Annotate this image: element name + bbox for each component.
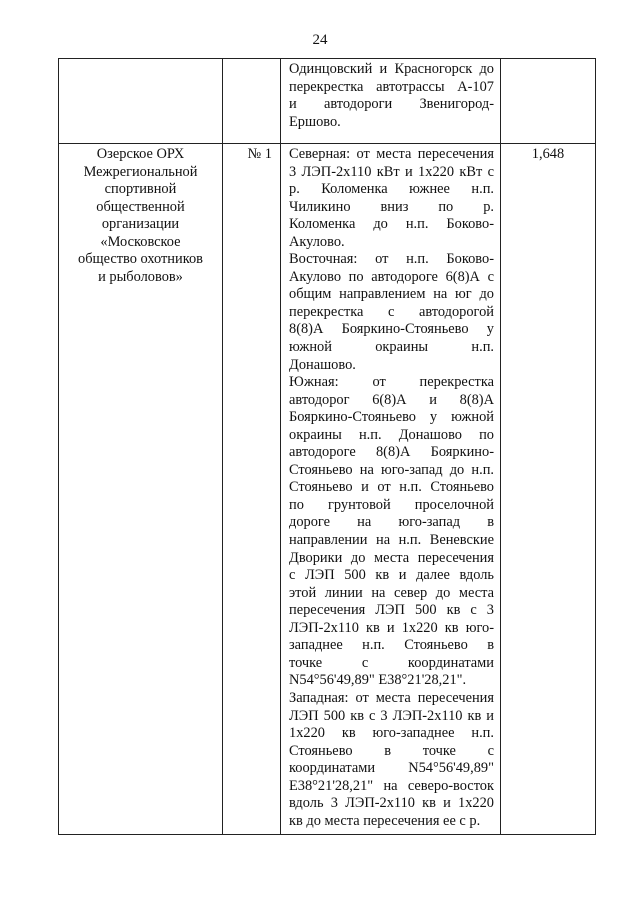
text-line: Чиликино вниз по р.: [289, 198, 494, 215]
text-line: общество охотников: [78, 251, 203, 268]
text-line: Донашово.: [289, 356, 356, 373]
description-cell: [281, 144, 501, 835]
text-line: вдоль 3 ЛЭП-2х110 кв и 1х220: [289, 795, 494, 812]
text-line: Северная: от места пересечения: [289, 146, 494, 162]
text-line: дороге на юго-запад в: [289, 514, 494, 531]
text-line: направлении на н.п. Веневские: [289, 532, 494, 549]
text-line: ЛЭП-2х110 кв и 1х220 кв юго-: [289, 619, 494, 636]
text-line: кв до места пересечения ее с р.: [289, 812, 481, 829]
text-line: западнее н.п. Стояньево в: [289, 637, 494, 654]
text-line: Стояньево на юго-запад до н.п.: [289, 461, 494, 478]
text-line: Коломенка до н.п. Боково-: [289, 216, 494, 233]
organization-cell: [59, 144, 223, 835]
boundaries-table: [58, 58, 596, 835]
text-line: автодороге 8(8)А Бояркино-: [289, 444, 494, 461]
text-line: Межрегиональной: [83, 163, 198, 180]
text-line: и рыболовов»: [98, 268, 183, 285]
text-line: спортивной: [104, 181, 177, 198]
text-line: пересечения ЛЭП 500 кв с 3: [289, 602, 494, 619]
text-line: N54°56'49,89" E38°21'28,21".: [289, 672, 467, 689]
text-line: Дворики до места пересечения: [289, 549, 494, 566]
text-line: р. Коломенка южнее н.п.: [289, 181, 494, 198]
text-line: координатами N54°56'49,89": [289, 760, 494, 777]
text-line: Акулово по автодороге 6(8)А с: [289, 268, 494, 285]
text-line: южной окраины н.п.: [289, 339, 494, 356]
text-line: Стояньево и от н.п. Стояньево: [289, 479, 494, 496]
table-row-continuation: [59, 59, 596, 144]
text-line: перекрестка автотрассы А-107: [289, 78, 494, 95]
text-line: Стояньево в точке с: [289, 742, 494, 759]
text-line: Западная: от места пересечения: [289, 689, 494, 706]
text-line: 1х220 кв юго-западнее н.п.: [289, 725, 494, 742]
text-line: точке с координатами: [289, 654, 494, 671]
page-number: 24: [312, 32, 328, 48]
description-cell-continuation: [281, 59, 501, 144]
text-line: и автодороги Звенигород-: [289, 96, 494, 113]
text-line: перекрестка с автодорогой: [289, 303, 494, 320]
text-line: организации: [101, 216, 180, 233]
area-value-cell: 1,648: [501, 144, 596, 835]
text-line: Акулово.: [289, 233, 345, 250]
organization-cell-empty: [59, 59, 223, 144]
text-line: этой линии на север до места: [289, 584, 494, 601]
number-cell: № 1: [223, 144, 281, 835]
text-line: окраины н.п. Донашово по: [289, 426, 494, 443]
text-line: E38°21'28,21" на северо-восток: [289, 777, 494, 794]
text-line: общественной: [96, 198, 185, 215]
text-line: ЛЭП 500 кв с 3 ЛЭП-2х110 кв и: [289, 707, 494, 724]
value-cell-empty: [501, 59, 596, 144]
number-cell-empty: [223, 59, 281, 144]
text-line: Одинцовский и Красногорск до: [289, 61, 494, 77]
text-line: «Московское: [100, 233, 181, 250]
text-line: Ершово.: [289, 113, 341, 130]
text-line: по грунтовой проселочной: [289, 496, 494, 513]
text-line: с ЛЭП 500 кв и далее вдоль: [289, 567, 494, 584]
text-line: Озерское ОРХ: [96, 146, 185, 162]
text-line: Южная: от перекрестка: [289, 374, 494, 391]
text-line: общим направлением на юг до: [289, 286, 494, 303]
text-line: Восточная: от н.п. Боково-: [289, 251, 494, 268]
table-row-ozerskoe: [59, 144, 596, 835]
text-line: 3 ЛЭП-2х110 кВт и 1х220 кВт с: [289, 163, 494, 180]
text-line: 8(8)А Бояркино-Стояньево у: [289, 321, 494, 338]
text-line: автодорог 6(8)А и 8(8)А: [289, 391, 494, 408]
text-line: Бояркино-Стояньево у южной: [289, 409, 494, 426]
